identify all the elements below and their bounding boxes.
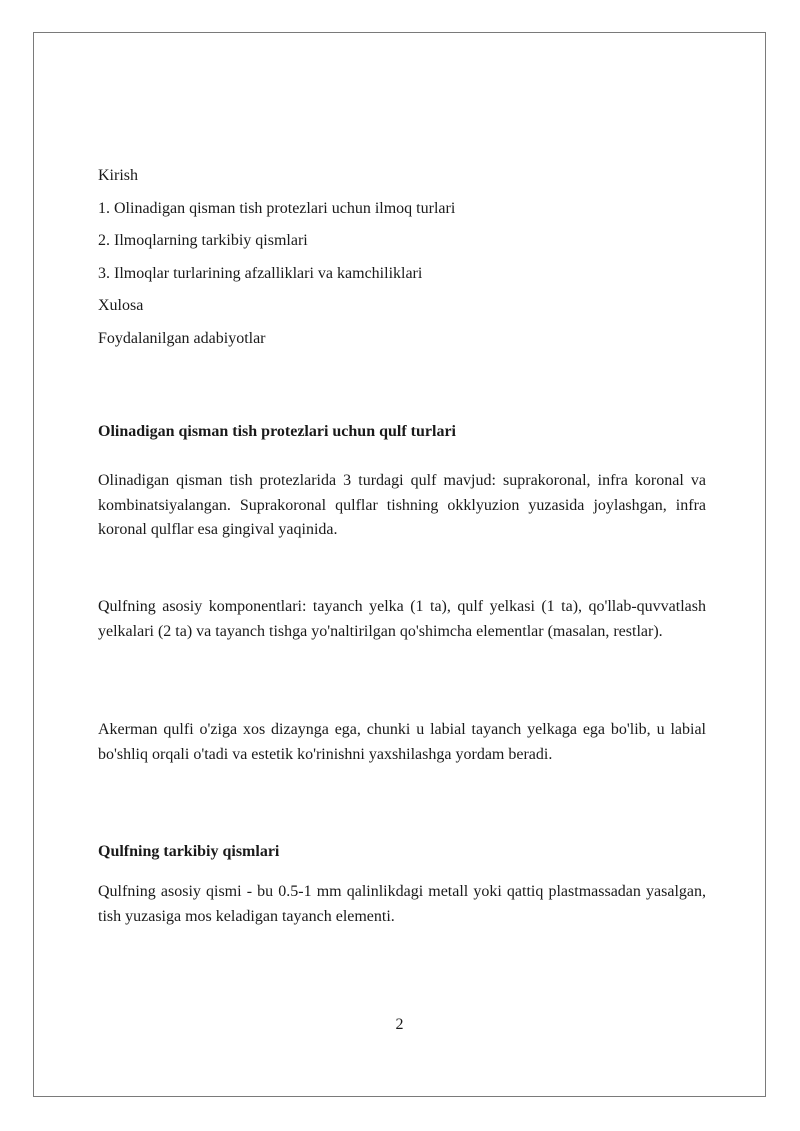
toc-item-chapter-3: 3. Ilmoqlar turlarining afzalliklari va kamchiliklari — [98, 264, 423, 282]
paragraph-clasp-components: Qulfning asosiy komponentlari: tayanch yelka (1 ta), qulf yelkasi (1 ta), qo'llab-quvvatlash yelkalari (2 ta) va tayanch tishga yo'naltirilgan qo'shimcha elementlar (masalan, restlar). — [98, 598, 706, 640]
paragraph-clasp-types: Olinadigan qisman tish protezlarida 3 turdagi qulf mavjud: suprakoronal, infra koronal va kombinatsiyalangan. Suprakoronal qulflar tishning okklyuzion yuzasida joylashgan, infra koronal qulflar esa gingival yaqinida. — [98, 472, 706, 538]
section-heading-clasp-types: Olinadigan qisman tish protezlari uchun qulf turlari — [98, 423, 456, 440]
toc-item-chapter-2: 2. Ilmoqlarning tarkibiy qismlari — [98, 232, 308, 249]
toc-item-introduction: Kirish — [98, 167, 138, 184]
section-heading-clasp-parts: Qulfning tarkibiy qismlari — [98, 843, 280, 860]
table-of-contents — [98, 160, 706, 355]
toc-item-conclusion: Xulosa — [98, 297, 144, 314]
toc-item-chapter-1: 1. Olinadigan qisman tish protezlari uchun ilmoq turlari — [98, 199, 456, 217]
paragraph-akerman-clasp: Akerman qulfi o'ziga xos dizaynga ega, chunki u labial tayanch yelkaga ega bo'lib, u labial bo'shliq orqali o'tadi va estetik ko'rinishni yaxshilashga yordam beradi. — [98, 721, 706, 763]
page-number: 2 — [395, 1016, 404, 1033]
paragraph-clasp-main-part: Qulfning asosiy qismi - bu 0.5-1 mm qalinlikdagi metall yoki qattiq plastmassadan yasalgan, tish yuzasiga mos keladigan tayanch elementi. — [98, 883, 706, 925]
toc-item-references: Foydalanilgan adabiyotlar — [98, 329, 266, 347]
document-page — [33, 32, 766, 1097]
